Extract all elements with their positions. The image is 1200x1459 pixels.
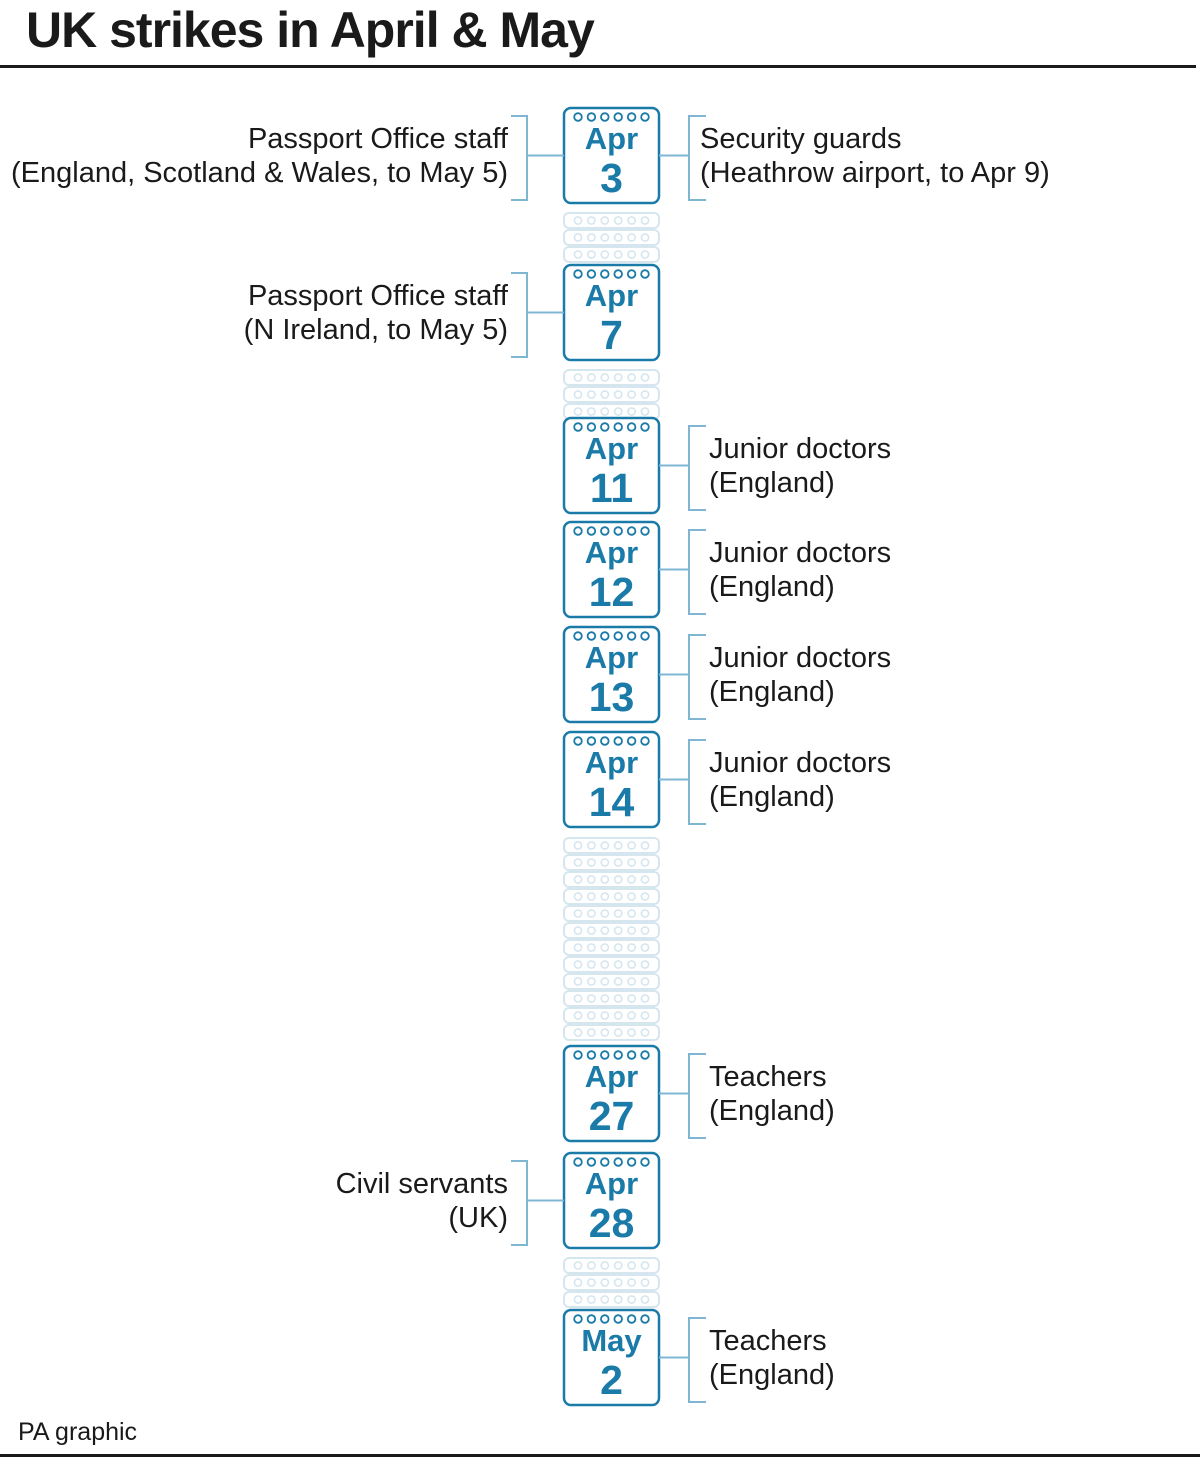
faded-ring-icon xyxy=(588,1012,595,1019)
faded-ring-icon xyxy=(628,1262,635,1269)
faded-ring-icon xyxy=(628,217,635,224)
faded-ring-icon xyxy=(601,391,608,398)
faded-ring-icon xyxy=(601,1029,608,1036)
event-detail: (England) xyxy=(709,1095,835,1127)
calendar-month: Apr xyxy=(584,535,639,570)
faded-ring-icon xyxy=(574,374,581,381)
event-bracket xyxy=(659,1054,706,1138)
faded-calendar-outline xyxy=(564,1292,659,1307)
event-label-right xyxy=(709,536,891,604)
faded-ring-icon xyxy=(628,927,635,934)
faded-ring-icon xyxy=(588,978,595,985)
faded-ring-icon xyxy=(601,234,608,241)
page-title: UK strikes in April & May xyxy=(26,2,594,58)
event-bracket xyxy=(511,1161,564,1245)
faded-ring-icon xyxy=(574,961,581,968)
faded-ring-icon xyxy=(615,995,622,1002)
faded-calendar-outline xyxy=(564,247,659,262)
faded-ring-icon xyxy=(615,893,622,900)
event-group: Junior doctors xyxy=(709,642,892,674)
faded-calendar-outline xyxy=(564,906,659,921)
faded-ring-icon xyxy=(588,961,595,968)
calendar-date-block xyxy=(564,522,659,617)
faded-ring-icon xyxy=(588,876,595,883)
bracket-line xyxy=(511,116,527,200)
event-bracket xyxy=(511,273,564,357)
faded-ring-icon xyxy=(628,978,635,985)
faded-ring-icon xyxy=(615,927,622,934)
event-label-left xyxy=(11,122,508,190)
faded-ring-icon xyxy=(641,217,648,224)
faded-ring-icon xyxy=(574,910,581,917)
faded-ring-icon xyxy=(641,374,648,381)
faded-ring-icon xyxy=(588,910,595,917)
calendar-month: Apr xyxy=(584,1166,639,1201)
faded-calendar-strip xyxy=(564,940,659,955)
faded-calendar-outline xyxy=(564,1275,659,1290)
faded-calendar-outline xyxy=(564,1025,659,1040)
faded-ring-icon xyxy=(574,927,581,934)
event-group: Passport Office staff xyxy=(247,280,508,312)
faded-ring-icon xyxy=(628,893,635,900)
faded-ring-icon xyxy=(615,961,622,968)
faded-ring-icon xyxy=(601,859,608,866)
bracket-line xyxy=(689,530,706,614)
faded-ring-icon xyxy=(615,1262,622,1269)
faded-ring-icon xyxy=(574,234,581,241)
faded-ring-icon xyxy=(588,374,595,381)
event-group: Teachers xyxy=(709,1325,827,1357)
faded-ring-icon xyxy=(628,1296,635,1303)
faded-ring-icon xyxy=(588,234,595,241)
faded-ring-icon xyxy=(641,859,648,866)
event-detail: (England) xyxy=(709,676,835,708)
event-detail: (England) xyxy=(709,1359,835,1391)
faded-ring-icon xyxy=(601,217,608,224)
faded-calendar-strip xyxy=(564,1292,659,1307)
event-detail: (England) xyxy=(709,571,835,603)
faded-ring-icon xyxy=(601,978,608,985)
faded-ring-icon xyxy=(588,251,595,258)
faded-ring-icon xyxy=(628,995,635,1002)
faded-ring-icon xyxy=(628,876,635,883)
event-detail: (England) xyxy=(709,781,835,813)
calendar-day: 7 xyxy=(600,312,623,358)
faded-ring-icon xyxy=(574,1296,581,1303)
faded-ring-icon xyxy=(574,978,581,985)
faded-ring-icon xyxy=(601,876,608,883)
bracket-line xyxy=(689,740,706,824)
faded-ring-icon xyxy=(588,927,595,934)
faded-calendar-strip xyxy=(564,230,659,245)
faded-ring-icon xyxy=(601,1296,608,1303)
faded-calendar-outline xyxy=(564,923,659,938)
faded-ring-icon xyxy=(574,842,581,849)
faded-ring-icon xyxy=(628,391,635,398)
faded-ring-icon xyxy=(628,944,635,951)
event-bracket xyxy=(659,530,706,614)
faded-ring-icon xyxy=(641,408,648,415)
faded-ring-icon xyxy=(588,408,595,415)
faded-ring-icon xyxy=(628,1279,635,1286)
faded-ring-icon xyxy=(615,374,622,381)
event-detail: (Heathrow airport, to Apr 9) xyxy=(700,157,1050,189)
event-group: Teachers xyxy=(709,1061,827,1093)
faded-ring-icon xyxy=(641,1262,648,1269)
faded-calendar-strip xyxy=(564,974,659,989)
calendar-month: May xyxy=(581,1323,642,1358)
faded-ring-icon xyxy=(574,251,581,258)
calendar-date-block xyxy=(564,108,659,203)
faded-calendar-outline xyxy=(564,1008,659,1023)
faded-ring-icon xyxy=(628,374,635,381)
faded-ring-icon xyxy=(601,1262,608,1269)
faded-calendar-outline xyxy=(564,974,659,989)
faded-ring-icon xyxy=(574,408,581,415)
bracket-line xyxy=(689,1054,706,1138)
faded-ring-icon xyxy=(601,374,608,381)
event-detail: (N Ireland, to May 5) xyxy=(243,314,508,346)
calendar-day: 11 xyxy=(589,465,634,511)
faded-ring-icon xyxy=(615,1012,622,1019)
faded-calendar-strip xyxy=(564,923,659,938)
calendar-date-block xyxy=(564,418,659,513)
faded-ring-icon xyxy=(574,1262,581,1269)
faded-ring-icon xyxy=(641,944,648,951)
faded-ring-icon xyxy=(588,1029,595,1036)
faded-ring-icon xyxy=(615,408,622,415)
faded-ring-icon xyxy=(641,910,648,917)
faded-ring-icon xyxy=(615,1296,622,1303)
faded-ring-icon xyxy=(601,944,608,951)
faded-calendar-outline xyxy=(564,940,659,955)
faded-ring-icon xyxy=(641,893,648,900)
faded-ring-icon xyxy=(601,893,608,900)
faded-ring-icon xyxy=(628,251,635,258)
faded-ring-icon xyxy=(601,995,608,1002)
faded-calendar-strip xyxy=(564,1025,659,1040)
event-detail: (England) xyxy=(709,467,835,499)
event-bracket xyxy=(659,740,706,824)
calendar-month: Apr xyxy=(584,1059,639,1094)
faded-ring-icon xyxy=(574,944,581,951)
event-label-right xyxy=(709,1324,835,1392)
calendar-date-block xyxy=(564,1046,659,1141)
calendar-day: 3 xyxy=(600,155,623,201)
event-label-right xyxy=(709,746,891,814)
faded-ring-icon xyxy=(641,876,648,883)
credit-label: PA graphic xyxy=(18,1418,138,1446)
faded-ring-icon xyxy=(641,978,648,985)
faded-ring-icon xyxy=(641,251,648,258)
faded-ring-icon xyxy=(641,391,648,398)
calendar-date-block xyxy=(564,1310,659,1405)
faded-ring-icon xyxy=(628,842,635,849)
faded-ring-icon xyxy=(601,927,608,934)
faded-calendar-outline xyxy=(564,889,659,904)
bracket-line xyxy=(511,273,527,357)
faded-ring-icon xyxy=(615,944,622,951)
event-group: Civil servants xyxy=(335,1168,508,1200)
faded-ring-icon xyxy=(641,234,648,241)
faded-ring-icon xyxy=(615,859,622,866)
calendar-month: Apr xyxy=(584,431,639,466)
faded-ring-icon xyxy=(628,961,635,968)
faded-ring-icon xyxy=(574,893,581,900)
calendar-day: 27 xyxy=(588,1093,635,1139)
faded-ring-icon xyxy=(588,217,595,224)
faded-calendar-strip xyxy=(564,855,659,870)
event-group: Junior doctors xyxy=(709,747,892,779)
faded-calendar-strip xyxy=(564,872,659,887)
faded-ring-icon xyxy=(574,391,581,398)
faded-calendar-strip xyxy=(564,370,659,385)
faded-ring-icon xyxy=(615,391,622,398)
faded-ring-icon xyxy=(588,1296,595,1303)
faded-ring-icon xyxy=(628,408,635,415)
event-group: Security guards xyxy=(700,123,902,155)
faded-ring-icon xyxy=(615,876,622,883)
faded-ring-icon xyxy=(601,408,608,415)
faded-ring-icon xyxy=(574,217,581,224)
calendar-date-block xyxy=(564,732,659,827)
faded-ring-icon xyxy=(588,391,595,398)
faded-ring-icon xyxy=(574,1279,581,1286)
faded-ring-icon xyxy=(601,910,608,917)
faded-ring-icon xyxy=(628,859,635,866)
faded-calendar-outline xyxy=(564,872,659,887)
faded-calendar-outline xyxy=(564,387,659,402)
faded-ring-icon xyxy=(588,944,595,951)
calendar-day: 13 xyxy=(588,674,635,720)
event-label-right xyxy=(700,122,1050,190)
faded-calendar-strip xyxy=(564,1008,659,1023)
faded-ring-icon xyxy=(574,876,581,883)
calendar-date-block xyxy=(564,627,659,722)
event-label-left xyxy=(244,279,508,347)
faded-ring-icon xyxy=(588,1279,595,1286)
calendar-day: 14 xyxy=(588,779,635,825)
calendar-date-block xyxy=(564,265,659,360)
calendar-day: 28 xyxy=(588,1200,635,1246)
faded-calendar-outline xyxy=(564,957,659,972)
bracket-line xyxy=(689,426,706,510)
calendar-month: Apr xyxy=(584,745,639,780)
faded-ring-icon xyxy=(601,961,608,968)
faded-ring-icon xyxy=(588,893,595,900)
faded-ring-icon xyxy=(641,995,648,1002)
faded-ring-icon xyxy=(641,1296,648,1303)
faded-ring-icon xyxy=(641,1012,648,1019)
event-bracket xyxy=(511,116,564,200)
calendar-day: 12 xyxy=(588,569,635,615)
faded-ring-icon xyxy=(601,842,608,849)
faded-ring-icon xyxy=(641,1279,648,1286)
event-group: Passport Office staff xyxy=(247,123,508,155)
event-group: Junior doctors xyxy=(709,433,892,465)
bracket-line xyxy=(689,1318,706,1402)
faded-ring-icon xyxy=(641,927,648,934)
faded-ring-icon xyxy=(615,842,622,849)
calendar-day: 2 xyxy=(600,1357,623,1403)
calendar-date-block xyxy=(564,1153,659,1248)
event-label-right xyxy=(709,1060,835,1128)
faded-ring-icon xyxy=(574,859,581,866)
faded-ring-icon xyxy=(574,995,581,1002)
calendar-month: Apr xyxy=(584,278,639,313)
event-detail: (England, Scotland & Wales, to May 5) xyxy=(11,157,508,189)
faded-calendar-strip xyxy=(564,387,659,402)
bottom-rule xyxy=(0,1454,1200,1457)
calendar-month: Apr xyxy=(584,640,639,675)
event-group: Junior doctors xyxy=(709,537,892,569)
faded-ring-icon xyxy=(574,1029,581,1036)
faded-calendar-outline xyxy=(564,855,659,870)
event-detail: (UK) xyxy=(448,1202,508,1234)
faded-calendar-strip xyxy=(564,247,659,262)
faded-ring-icon xyxy=(628,1029,635,1036)
faded-calendar-outline xyxy=(564,1258,659,1273)
faded-ring-icon xyxy=(615,251,622,258)
faded-calendar-outline xyxy=(564,838,659,853)
faded-calendar-outline xyxy=(564,991,659,1006)
bracket-line xyxy=(689,635,706,719)
faded-ring-icon xyxy=(641,961,648,968)
event-label-right xyxy=(709,432,891,500)
faded-ring-icon xyxy=(628,1012,635,1019)
faded-calendar-strip xyxy=(564,1258,659,1273)
faded-ring-icon xyxy=(615,1029,622,1036)
faded-ring-icon xyxy=(628,910,635,917)
faded-calendar-strip xyxy=(564,213,659,228)
faded-ring-icon xyxy=(588,1262,595,1269)
faded-ring-icon xyxy=(601,1279,608,1286)
faded-ring-icon xyxy=(588,842,595,849)
event-bracket xyxy=(659,635,706,719)
faded-ring-icon xyxy=(628,234,635,241)
faded-ring-icon xyxy=(641,842,648,849)
faded-ring-icon xyxy=(615,978,622,985)
faded-ring-icon xyxy=(615,910,622,917)
faded-ring-icon xyxy=(574,1012,581,1019)
faded-calendar-outline xyxy=(564,370,659,385)
event-label-left xyxy=(336,1167,508,1235)
faded-ring-icon xyxy=(601,251,608,258)
calendar-month: Apr xyxy=(584,121,639,156)
faded-calendar-strip xyxy=(564,838,659,853)
faded-ring-icon xyxy=(615,217,622,224)
bracket-line xyxy=(511,1161,527,1245)
faded-ring-icon xyxy=(615,234,622,241)
faded-calendar-outline xyxy=(564,230,659,245)
faded-calendar-strip xyxy=(564,957,659,972)
faded-ring-icon xyxy=(641,1029,648,1036)
faded-ring-icon xyxy=(588,859,595,866)
faded-calendar-outline xyxy=(564,213,659,228)
faded-calendar-strip xyxy=(564,906,659,921)
faded-calendar-strip xyxy=(564,991,659,1006)
faded-ring-icon xyxy=(588,995,595,1002)
faded-calendar-strip xyxy=(564,1275,659,1290)
faded-ring-icon xyxy=(615,1279,622,1286)
event-bracket xyxy=(659,116,706,200)
event-bracket xyxy=(659,426,706,510)
event-label-right xyxy=(709,641,891,709)
faded-ring-icon xyxy=(601,1012,608,1019)
event-bracket xyxy=(659,1318,706,1402)
faded-calendar-strip xyxy=(564,889,659,904)
